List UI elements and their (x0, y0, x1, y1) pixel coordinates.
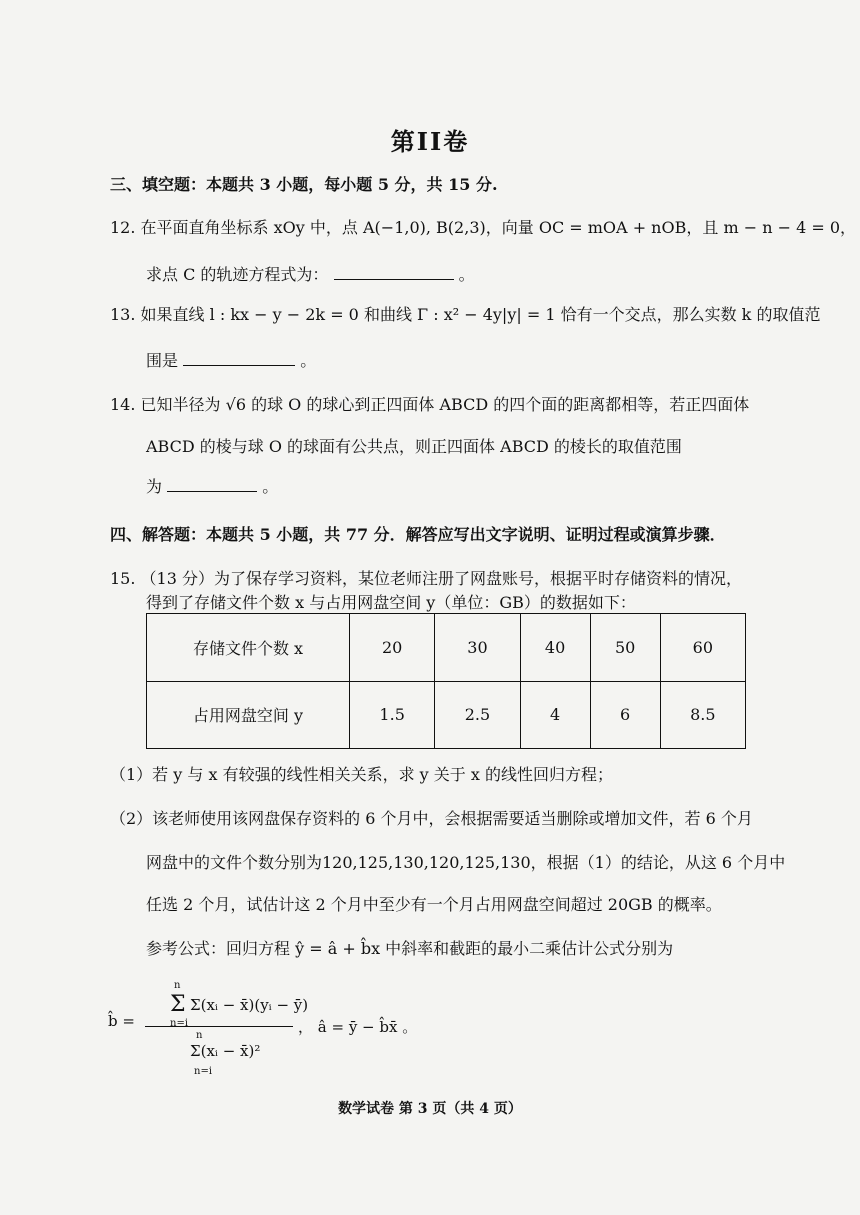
fraction-bar (145, 1026, 293, 1027)
table-cell: 40 (520, 614, 590, 682)
sum-upper-limit: n (174, 980, 181, 991)
table-row (147, 614, 746, 682)
q13-line2 (146, 348, 316, 371)
sum-sign: Σ (170, 992, 186, 1017)
q13-prompt: 围是 (146, 351, 179, 370)
reference-formula-intro: 参考公式：回归方程 ŷ = â + b̂x 中斜率和截距的最小二乘估计公式分别为 (146, 939, 674, 958)
q15-number: 15. (110, 569, 136, 588)
table-row-label: 占用网盘空间 y (147, 681, 350, 749)
page-footer: 数学试卷 第 3 页（共 4 页） (338, 1101, 522, 1117)
q14-line3 (146, 474, 278, 497)
table-cell: 1.5 (350, 681, 435, 749)
q14-end: 。 (262, 477, 279, 496)
q15-part2-line3: 任选 2 个月，试估计这 2 个月中至少有一个月占用网盘空间超过 20GB 的概率。 (146, 895, 722, 914)
q13-text: 如果直线 l : kx − y − 2k = 0 和曲线 Γ : x² − 4y|y| = 1 恰有一个交点，那么实数 k 的取值范 (140, 305, 821, 324)
formula-b-hat: b̂ = (108, 1012, 135, 1030)
sum-lower-limit-den: n=i (194, 1066, 213, 1077)
table-cell: 6 (590, 681, 660, 749)
q12-text: 在平面直角坐标系 xOy 中，点 A(−1,0), B(2,3)，向量 OC = mOA + nOB，且 m − n − 4 = 0， (140, 218, 857, 237)
section-4-heading: 四、解答题：本题共 5 小题，共 77 分．解答应写出文字说明、证明过程或演算步骤． (110, 525, 726, 544)
section-3-heading: 三、填空题：本题共 3 小题，每小题 5 分，共 15 分. (110, 175, 498, 194)
q14-number: 14. (110, 395, 136, 414)
sum-lower-limit: n=i (170, 1018, 189, 1029)
q14-prompt: 为 (146, 477, 163, 496)
q12-end: 。 (458, 265, 475, 284)
q15-part1: （1）若 y 与 x 有较强的线性相关关系，求 y 关于 x 的线性回归方程； (110, 765, 613, 784)
q15-part2-line2: 网盘中的文件个数分别为120,125,130,120,125,130，根据（1）的结论，从这 6 个月中 (146, 853, 786, 872)
table-cell: 60 (660, 614, 745, 682)
page-title: 第II卷 (390, 127, 470, 156)
q14-line1 (110, 392, 749, 415)
q14-line2: ABCD 的棱与球 O 的球面有公共点，则正四面体 ABCD 的棱长的取值范围 (146, 437, 682, 456)
q12-number: 12. (110, 218, 136, 237)
table-cell: 4 (520, 681, 590, 749)
q15-line1 (110, 566, 742, 589)
table-cell: 50 (590, 614, 660, 682)
q12-prompt: 求点 C 的轨迹方程式为： (146, 265, 329, 284)
table-cell: 8.5 (660, 681, 745, 749)
q15-line2-visible: 得到了存储文件个数 x 与占用网盘空间 y（单位：GB）的数据如下： (146, 593, 636, 612)
q13-number: 13. (110, 305, 136, 324)
q13-line1 (110, 302, 820, 325)
sum-upper-limit-den: n (196, 1030, 203, 1041)
q14-answer-blank[interactable] (167, 477, 257, 492)
formula-numerator: Σ(xᵢ − x̄)(yᵢ − ȳ) (190, 996, 309, 1014)
q12-line2 (146, 262, 475, 285)
table-row-label: 存储文件个数 x (147, 614, 350, 682)
data-table (146, 613, 746, 749)
q15-text: （13 分）为了保存学习资料，某位老师注册了网盘账号，根据平时存储资料的情况， (140, 569, 742, 588)
q13-end: 。 (300, 351, 317, 370)
table-cell: 30 (435, 614, 520, 682)
table-cell: 2.5 (435, 681, 520, 749)
q14-text: 已知半径为 √6 的球 O 的球心到正四面体 ABCD 的四个面的距离都相等，若正四面体 (140, 395, 750, 414)
q13-answer-blank[interactable] (183, 351, 295, 366)
table-row (147, 681, 746, 749)
q15-part2-line1: （2）该老师使用该网盘保存资料的 6 个月中，会根据需要适当删除或增加文件，若 6 个月 (110, 809, 753, 828)
q12-line1 (110, 215, 856, 238)
formula-a-hat: ， â = ȳ − b̂x̄ 。 (298, 1018, 418, 1036)
table-cell: 20 (350, 614, 435, 682)
formula-denominator: Σ(xᵢ − x̄)² (190, 1042, 261, 1060)
q12-answer-blank[interactable] (334, 265, 454, 280)
